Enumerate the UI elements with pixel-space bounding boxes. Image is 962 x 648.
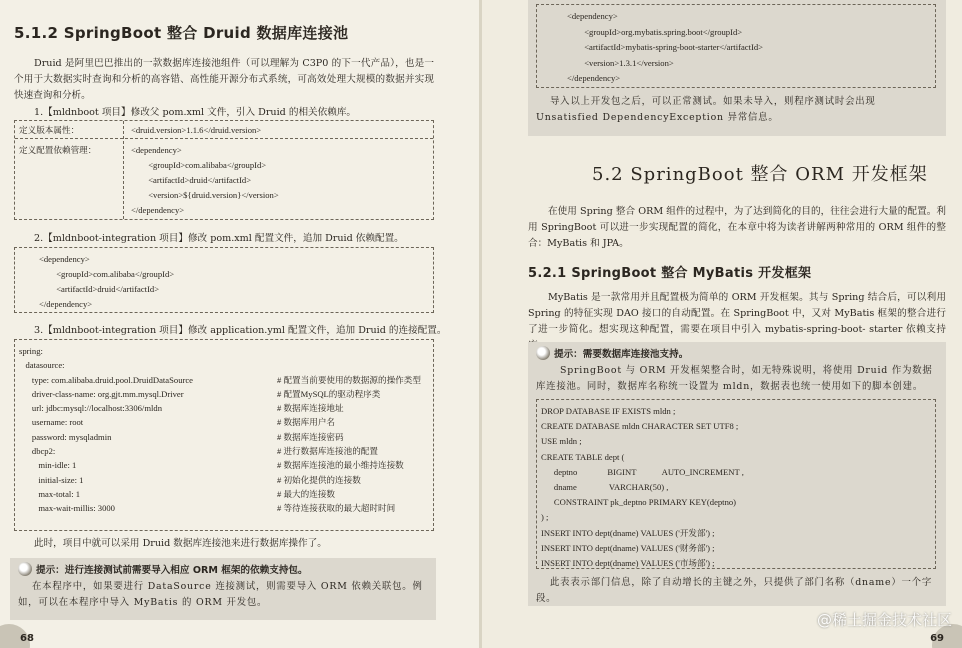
tip-body: SpringBoot 与 ORM 开发框架整合时，如无特殊说明，将使用 Druid 作为数据库连接池。同时，数据库名称统一设置为 mldn，数据表也统一使用如下的脚本创建。	[536, 365, 933, 392]
code-line: <artifactId>druid</artifactId>	[131, 175, 252, 185]
code-line: dname VARCHAR(50) ,	[541, 482, 669, 493]
table-label: 定义配置依赖管理：	[19, 145, 97, 155]
code-line: <dependency>	[39, 254, 90, 264]
druid-intro-paragraph: Druid 是阿里巴巴推出的一款数据库连接池组件（可以理解为 C3P0 的下一代产品），也是一个用于大数据实时查询和分析的高容错、高性能开源分布式系统，可高效处理大规模的数据并实现快速查询和分析。	[14, 58, 434, 101]
yml-line: initial-size: 1 # 初始化提供的连接数	[19, 474, 361, 485]
sql-script-code	[536, 399, 936, 569]
code-line: </dependency>	[131, 205, 185, 215]
code-line: <artifactId>druid</artifactId>	[39, 284, 160, 294]
table-row	[15, 121, 433, 139]
yml-line: min-idle: 1 # 数据库连接池的最小维持连接数	[19, 460, 404, 471]
code-line: deptno BIGINT AUTO_INCREMENT ,	[541, 466, 744, 477]
dependency-code-block	[131, 143, 279, 218]
druid-dependency-code	[14, 247, 434, 313]
code-line: </dependency>	[567, 73, 621, 83]
table-divider	[123, 121, 124, 219]
code-line: <dependency>	[567, 11, 618, 21]
yml-line: username: root # 数据库用户名	[19, 417, 336, 428]
page-number: 69	[930, 633, 944, 644]
code-line: ) ;	[541, 512, 549, 523]
table-label: 定义版本属性：	[19, 125, 80, 135]
left-page	[0, 0, 480, 648]
tip-box	[528, 342, 946, 606]
tip-title: 提示：进行连接测试前需要导入相应 ORM 框架的依赖支持包。	[18, 562, 428, 579]
code-line: <groupId>com.alibaba</groupId>	[39, 269, 175, 279]
tip-body: 此表表示部门信息，除了自动增长的主键之外，只提供了部门名称（dname）一个字段。	[536, 577, 933, 604]
yml-line: type: com.alibaba.druid.pool.DruidDataSource # 配置当前要使用的数据源的操作类型	[19, 374, 421, 385]
application-yml-code	[14, 339, 434, 531]
mybatis-paragraph: MyBatis 是一款常用并且配置极为简单的 ORM 开发框架。其与 Spring 结合后，可以利用 Spring 的特征实现 DAO 接口的自动配置。在 SpringBoot 中，又对 MyBatis 框架的整合进行了进一步简化。想实现这种配置，需要在项目中引入 mybatis-spring-boot- starter 依赖支持	[528, 292, 946, 335]
yml-line: dbcp2: # 进行数据库连接池的配置	[19, 446, 378, 457]
yml-line: driver-class-name: org.gjt.mm.mysql.Driver # 配置MySQL的驱动程序类	[19, 388, 381, 399]
yml-line: password: mysqladmin # 数据库连接密码	[19, 431, 344, 442]
code-line: INSERT INTO dept(dname) VALUES ('财务部') ;	[541, 542, 715, 553]
tip-box	[10, 558, 436, 620]
code-line: CONSTRAINT pk_deptno PRIMARY KEY(deptno)	[541, 497, 737, 508]
table-value: <druid.version>1.1.6</druid.version>	[131, 125, 262, 135]
chapter-heading-5-2: 5.2 SpringBoot 整合 ORM 开发框架	[592, 164, 928, 185]
druid-conclusion: 此时，项目中就可以采用 Druid 数据库连接池来进行数据库操作了。	[34, 538, 327, 549]
lightbulb-icon	[536, 346, 550, 360]
watermark: @稀土掘金技术社区	[816, 611, 952, 629]
tip-body: 在本程序中，如果要进行 DataSource 连接测试，则需要导入 ORM 依赖关联包。例如，可以在本程序中导入 MyBatis 的 ORM 开发包。	[18, 581, 423, 608]
step-3-text: 3.【mldnboot-integration 项目】修改 application.yml 配置文件，追加 Druid 的连接配置。	[34, 325, 447, 336]
code-line: <version>1.3.1</version>	[567, 57, 674, 68]
dependency-table	[14, 120, 434, 220]
mybatis-dependency-code	[536, 4, 936, 88]
code-line: <artifactId>mybatis-spring-boot-starter</artifactId>	[567, 42, 763, 52]
right-page	[482, 0, 962, 648]
step-1-text: 1.【mldnboot 项目】修改父 pom.xml 文件，引入 Druid 的相关依赖库。	[34, 107, 357, 118]
code-line: <groupId>com.alibaba</groupId>	[131, 160, 267, 170]
yml-line: spring:	[19, 346, 43, 356]
yml-line: max-wait-millis: 3000 # 等待连接获取的最大超时时间	[19, 503, 396, 514]
tip-body: 导入以上开发包之后，可以正常测试。如果未导入，则程序测试时会出现 Unsatisfied DependencyException 异常信息。	[536, 96, 876, 123]
chapter-intro-paragraph: 在使用 Spring 整合 ORM 组件的过程中，为了达到简化的目的，往往会进行大量的配置。利用 SpringBoot 可以进一步实现配置的简化，在本章中将为读者讲解两种常用的 ORM 组件的整合：MyBatis 和 JPA。	[528, 206, 946, 249]
lightbulb-icon	[18, 562, 32, 576]
continued-tip-box	[528, 0, 946, 136]
code-line: <version>${druid.version}</version>	[131, 190, 279, 200]
code-line: INSERT INTO dept(dname) VALUES ('市场部') ;	[541, 558, 715, 569]
step-2-text: 2.【mldnboot-integration 项目】修改 pom.xml 配置文件，追加 Druid 依赖配置。	[34, 233, 404, 244]
page-number: 68	[20, 633, 34, 644]
code-line: <dependency>	[131, 145, 182, 155]
code-line: INSERT INTO dept(dname) VALUES ('开发部') ;	[541, 527, 715, 538]
code-line: DROP DATABASE IF EXISTS mldn ;	[541, 406, 676, 416]
code-line: CREATE DATABASE mldn CHARACTER SET UTF8 ;	[541, 421, 739, 432]
tip-title: 提示：需要数据库连接池支持。	[536, 346, 938, 363]
yml-line: max-total: 1 # 最大的连接数	[19, 488, 336, 499]
code-line: </dependency>	[39, 299, 93, 309]
code-line: <groupId>org.mybatis.spring.boot</groupId>	[567, 26, 743, 37]
section-heading-5-1-2: 5.1.2 SpringBoot 整合 Druid 数据库连接池	[14, 24, 349, 42]
code-line: CREATE TABLE dept (	[541, 451, 625, 462]
yml-line: datasource:	[19, 360, 65, 371]
code-line: USE mldn ;	[541, 436, 582, 447]
section-heading-5-2-1: 5.2.1 SpringBoot 整合 MyBatis 开发框架	[528, 266, 812, 281]
yml-line: url: jdbc:mysql://localhost:3306/mldn # 数据库连接地址	[19, 403, 344, 414]
